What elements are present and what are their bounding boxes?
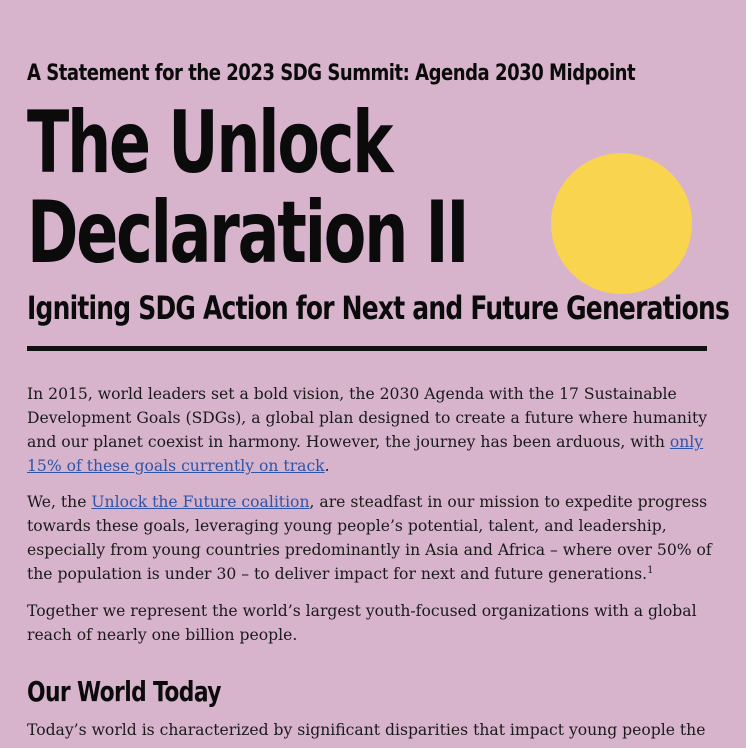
paragraph-intro-end: .: [324, 457, 330, 475]
title-line-2: Declaration II: [27, 183, 468, 283]
yellow-circle-graphic: [551, 153, 692, 294]
sdg-progress-link[interactable]: only 15% of these goals currently on track: [27, 433, 704, 475]
paragraph-intro-text: In 2015, world leaders set a bold vision, the 2030 Agenda with the 17 Sustainable Development Goals (SDGs), a global plan designed to create a future where humanity and our planet coexist in harmony. However, the journey has been arduous, with: [27, 385, 708, 451]
paragraph-world-today: Today’s world is characterized by significant disparities that impact young people the: [27, 721, 706, 739]
paragraph-coalition-start: We, the: [27, 493, 92, 511]
paragraph-coalition-text: , are steadfast in our mission to expedite progress towards these goals, leveraging young people’s potential, talent, and leadership, especially from young countries predominantly in Asia and Africa – where over 50% of the population is under 30 – to deliver impact for next and future generations.: [27, 493, 712, 583]
section-heading: Our World Today: [27, 675, 221, 708]
subtitle: Igniting SDG Action for Next and Future Generations: [27, 289, 730, 327]
footnote-marker: 1: [647, 564, 654, 576]
paragraph-coalition: [27, 490, 727, 586]
divider-rule: [27, 346, 707, 351]
paragraph-intro: [27, 382, 727, 478]
unlock-the-future-link[interactable]: Unlock the Future coalition: [91, 493, 310, 511]
kicker-text: A Statement for the 2023 SDG Summit: Agenda 2030 Midpoint: [27, 61, 636, 86]
paragraph-reach: Together we represent the world’s largest youth-focused organizations with a global reach of nearly one billion people.: [27, 602, 697, 644]
title-line-1: The Unlock: [27, 93, 392, 193]
